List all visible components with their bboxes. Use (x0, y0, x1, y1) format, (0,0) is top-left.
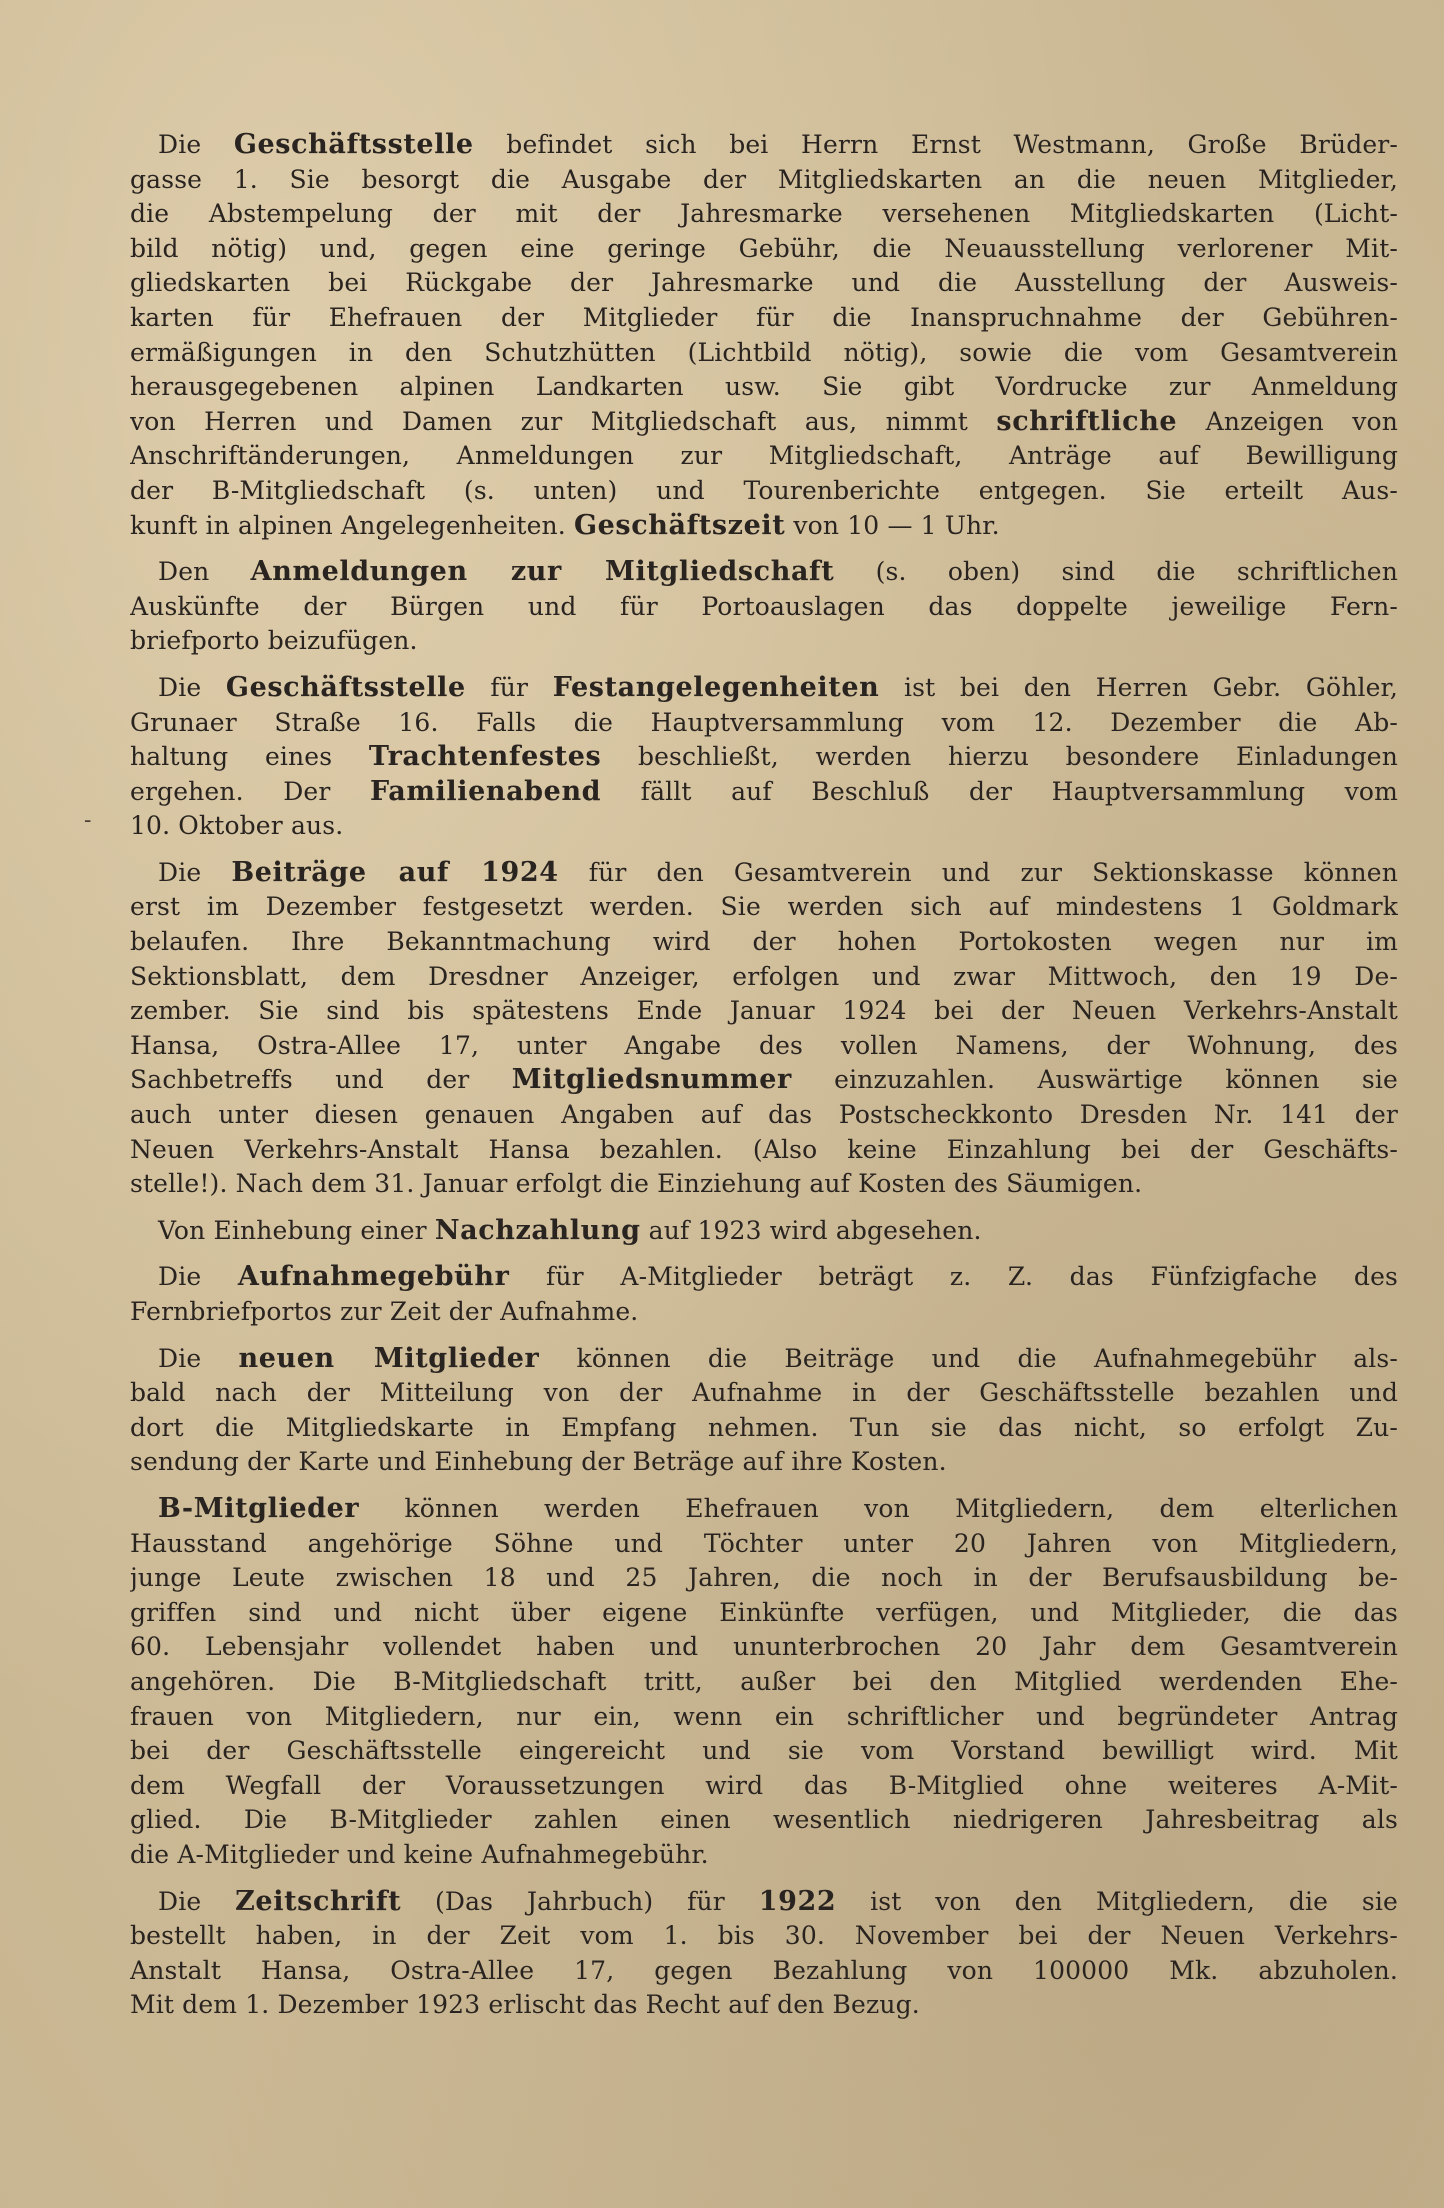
paragraph-b-mitglieder (130, 1492, 1398, 1873)
text-run: Den (158, 557, 251, 587)
text-run: erst im Dezember festgesetzt werden. Sie werden sich auf mindestens 1 Goldmark (130, 892, 1398, 922)
bold-keyword: 1922 (758, 1885, 837, 1917)
text-line (130, 1838, 1398, 1873)
text-run: von Herren und Damen zur Mitgliedschaft aus, nimmt (130, 406, 997, 436)
bold-keyword: Mitgliedsnummer (511, 1064, 792, 1096)
paragraph-festangelegenheiten (130, 671, 1398, 844)
text-run: die A-Mitglieder und keine Aufnahmegebühr. (130, 1839, 709, 1869)
text-line (130, 1260, 1398, 1295)
text-run: ist von den Mitgliedern, die sie (836, 1886, 1398, 1916)
text-run: Die (158, 1262, 238, 1292)
paragraph-zeitschrift (130, 1885, 1398, 2023)
text-run: 10. Oktober aus. (130, 811, 344, 841)
text-line (130, 1885, 1398, 1920)
text-line (130, 1769, 1398, 1804)
text-run: Hausstand angehörige Söhne und Töchter unter 20 Jahren von Mitgliedern, (130, 1528, 1398, 1558)
text-run: griffen sind und nicht über eigene Einkünfte verfügen, und Mitglieder, die das (130, 1597, 1398, 1627)
text-run: junge Leute zwischen 18 und 25 Jahren, die noch in der Berufsausbildung be- (130, 1563, 1398, 1593)
text-run: dem Wegfall der Voraussetzungen wird das B-Mitglied ohne weiteres A-Mit- (130, 1770, 1398, 1800)
bold-keyword: Familienabend (369, 775, 602, 807)
text-line (130, 775, 1398, 810)
text-line (130, 1734, 1398, 1769)
text-run: herausgegebenen alpinen Landkarten usw. Sie gibt Vordrucke zur Anmeldung (130, 372, 1398, 402)
text-line (130, 555, 1398, 590)
bold-keyword: Nachzahlung (434, 1214, 641, 1246)
text-line (130, 1445, 1398, 1480)
text-line (130, 163, 1398, 198)
text-run: für (465, 672, 553, 702)
text-run: (s. oben) sind die schriftlichen (834, 557, 1398, 587)
text-line (130, 890, 1398, 925)
bold-keyword: schriftliche (996, 405, 1178, 437)
text-run: ist bei den Herren Gebr. Göhler, (879, 672, 1398, 702)
text-run: Anstalt Hansa, Ostra-Allee 17, gegen Bezahlung von 100000 Mk. abzuholen. (130, 1955, 1398, 1985)
text-line (130, 1596, 1398, 1631)
text-run: Sachbetreffs und der (130, 1065, 512, 1095)
text-line (130, 624, 1398, 659)
text-run: angehören. Die B-Mitgliedschaft tritt, außer bei den Mitglied werdenden Ehe- (130, 1666, 1398, 1696)
text-run: Von Einhebung einer (158, 1215, 435, 1245)
text-line (130, 1954, 1398, 1989)
text-run: briefporto beizufügen. (130, 626, 418, 656)
text-line (130, 405, 1398, 440)
text-run: gliedskarten bei Rückgabe der Jahresmarke und die Ausstellung der Ausweis- (130, 268, 1398, 298)
body-text (130, 128, 1398, 2035)
text-run: Die (158, 1343, 239, 1373)
text-run: (Das Jahrbuch) für (401, 1886, 759, 1916)
text-line (130, 925, 1398, 960)
text-line (130, 809, 1398, 844)
text-run: ermäßigungen in den Schutzhütten (Lichtbild nötig), sowie die vom Gesamtverein (130, 337, 1398, 367)
text-line (130, 856, 1398, 891)
text-run: Die (158, 672, 226, 702)
text-run: bald nach der Mitteilung von der Aufnahme in der Geschäftsstelle bezahlen und (130, 1378, 1398, 1408)
text-run: die Abstempelung der mit der Jahresmarke versehenen Mitgliedskarten (Licht- (130, 199, 1398, 229)
text-run: Mit dem 1. Dezember 1923 erlischt das Recht auf den Bezug. (130, 1990, 920, 2020)
text-line (130, 1988, 1398, 2023)
text-line (130, 1665, 1398, 1700)
text-run: kunft in alpinen Angelegenheiten. (130, 510, 574, 540)
text-run: auf 1923 wird abgesehen. (640, 1215, 982, 1245)
text-run: von 10 — 1 Uhr. (785, 510, 1000, 540)
text-line (130, 232, 1398, 267)
text-line (130, 1561, 1398, 1596)
text-line (130, 1630, 1398, 1665)
bold-keyword: Aufnahmegebühr (237, 1261, 510, 1293)
text-run: bestellt haben, in der Zeit vom 1. bis 30. November bei der Neuen Verkehrs- (130, 1921, 1398, 1951)
text-line (130, 336, 1398, 371)
text-run: auch unter diesen genauen Angaben auf das Postscheckkonto Dresden Nr. 141 der (130, 1100, 1398, 1130)
text-run: können die Beiträge und die Aufnahmegebühr als- (539, 1343, 1398, 1373)
text-run: befindet sich bei Herrn Ernst Westmann, Große Brüder- (473, 130, 1398, 159)
text-run: fällt auf Beschluß der Hauptversammlung vom (601, 776, 1398, 806)
text-line (130, 509, 1398, 544)
text-run: glied. Die B-Mitglieder zahlen einen wesentlich niedrigeren Jahresbeitrag als (130, 1805, 1398, 1835)
text-line (130, 1342, 1398, 1377)
bold-keyword: B-Mitglieder (158, 1492, 360, 1524)
text-run: Sektionsblatt, dem Dresdner Anzeiger, erfolgen und zwar Mittwoch, den 19 De- (130, 961, 1398, 991)
text-run: stelle!). Nach dem 31. Januar erfolgt die Einziehung auf Kosten des Säumigen. (130, 1169, 1143, 1199)
text-run: für A-Mitglieder beträgt z. Z. das Fünfzigfache des (509, 1262, 1398, 1292)
text-line (130, 1803, 1398, 1838)
text-run: belaufen. Ihre Bekanntmachung wird der hohen Portokosten wegen nur im (130, 927, 1398, 957)
text-run: bei der Geschäftsstelle eingereicht und sie vom Vorstand bewilligt wird. Mit (130, 1736, 1398, 1766)
text-line (130, 474, 1398, 509)
text-line (130, 671, 1398, 706)
text-run: dort die Mitgliedskarte in Empfang nehmen. Tun sie das nicht, so erfolgt Zu- (130, 1412, 1398, 1442)
text-run: der B-Mitgliedschaft (s. unten) und Tourenberichte entgegen. Sie erteilt Aus- (130, 475, 1398, 505)
text-run: Hansa, Ostra-Allee 17, unter Angabe des vollen Namens, der Wohnung, des (130, 1030, 1398, 1060)
text-run: beschließt, werden hierzu besondere Einladungen (601, 742, 1398, 772)
text-line (130, 1063, 1398, 1098)
paragraph-beitraege (130, 856, 1398, 1202)
text-run: Die (158, 130, 234, 159)
text-line (130, 1029, 1398, 1064)
text-run: karten für Ehefrauen der Mitglieder für die Inanspruchnahme der Gebühren- (130, 302, 1398, 332)
text-line (130, 128, 1398, 163)
text-line (130, 439, 1398, 474)
text-run: für den Gesamtverein und zur Sektionskasse können (558, 857, 1398, 887)
text-run: einzuzahlen. Auswärtige können sie (791, 1065, 1398, 1095)
text-line (130, 994, 1398, 1029)
text-run: Die (158, 857, 232, 887)
bold-keyword: neuen Mitglieder (238, 1342, 540, 1374)
bold-keyword: Trachtenfestes (368, 741, 602, 773)
text-line (130, 960, 1398, 995)
text-line (130, 1700, 1398, 1735)
text-run: Anschriftänderungen, Anmeldungen zur Mitgliedschaft, Anträge auf Bewilligung (130, 441, 1398, 471)
text-run: 60. Lebensjahr vollendet haben und ununterbrochen 20 Jahr dem Gesamtverein (130, 1632, 1398, 1662)
text-line (130, 1492, 1398, 1527)
text-run: gasse 1. Sie besorgt die Ausgabe der Mitgliedskarten an die neuen Mitglieder, (130, 164, 1398, 194)
text-run: Anzeigen von (1177, 406, 1398, 436)
text-line (130, 1919, 1398, 1954)
bold-keyword: Geschäftsstelle (225, 671, 466, 703)
paragraph-nachzahlung (130, 1214, 1398, 1249)
text-line (130, 1295, 1398, 1330)
text-line (130, 1133, 1398, 1168)
text-run: Neuen Verkehrs-Anstalt Hansa bezahlen. (Also keine Einzahlung bei der Geschäfts- (130, 1134, 1398, 1164)
bold-keyword: Zeitschrift (235, 1885, 402, 1917)
text-run: bild nötig) und, gegen eine geringe Gebühr, die Neuausstellung verlorener Mit- (130, 233, 1398, 263)
bold-keyword: Geschäftsstelle (233, 129, 474, 160)
text-line (130, 301, 1398, 336)
text-line (130, 266, 1398, 301)
text-run: ergehen. Der (130, 776, 370, 806)
bold-keyword: Beiträge auf 1924 (231, 856, 559, 888)
text-line (130, 1167, 1398, 1202)
text-line (130, 1376, 1398, 1411)
paragraph-geschaeftsstelle (130, 128, 1398, 543)
text-run: frauen von Mitgliedern, nur ein, wenn ein schriftlicher und begründeter Antrag (130, 1701, 1398, 1731)
text-line (130, 1098, 1398, 1133)
bold-keyword: Geschäftszeit (573, 509, 786, 541)
text-run: sendung der Karte und Einhebung der Beträge auf ihre Kosten. (130, 1447, 947, 1477)
text-run: haltung eines (130, 742, 369, 772)
bold-keyword: Anmeldungen zur Mitgliedschaft (250, 556, 835, 588)
text-run: Fernbriefportos zur Zeit der Aufnahme. (130, 1297, 639, 1326)
bold-keyword: Festangelegenheiten (552, 671, 880, 703)
paragraph-aufnahmegebuehr (130, 1260, 1398, 1329)
text-run: zember. Sie sind bis spätestens Ende Januar 1924 bei der Neuen Verkehrs-Anstalt (130, 996, 1398, 1026)
text-line (130, 1214, 1398, 1249)
text-line (130, 370, 1398, 405)
text-line (130, 590, 1398, 625)
paragraph-anmeldungen (130, 555, 1398, 659)
paragraph-neue-mitglieder (130, 1342, 1398, 1480)
text-line (130, 740, 1398, 775)
text-run: Grunaer Straße 16. Falls die Hauptversammlung vom 12. Dezember die Ab- (130, 707, 1398, 737)
text-line (130, 197, 1398, 232)
text-run: Auskünfte der Bürgen und für Portoauslagen das doppelte jeweilige Fern- (130, 591, 1398, 621)
text-line (130, 706, 1398, 741)
text-run: Die (158, 1886, 236, 1916)
text-run: können werden Ehefrauen von Mitgliedern, dem elterlichen (359, 1493, 1398, 1523)
margin-mark: - (84, 808, 92, 833)
text-line (130, 1527, 1398, 1562)
text-line (130, 1411, 1398, 1446)
